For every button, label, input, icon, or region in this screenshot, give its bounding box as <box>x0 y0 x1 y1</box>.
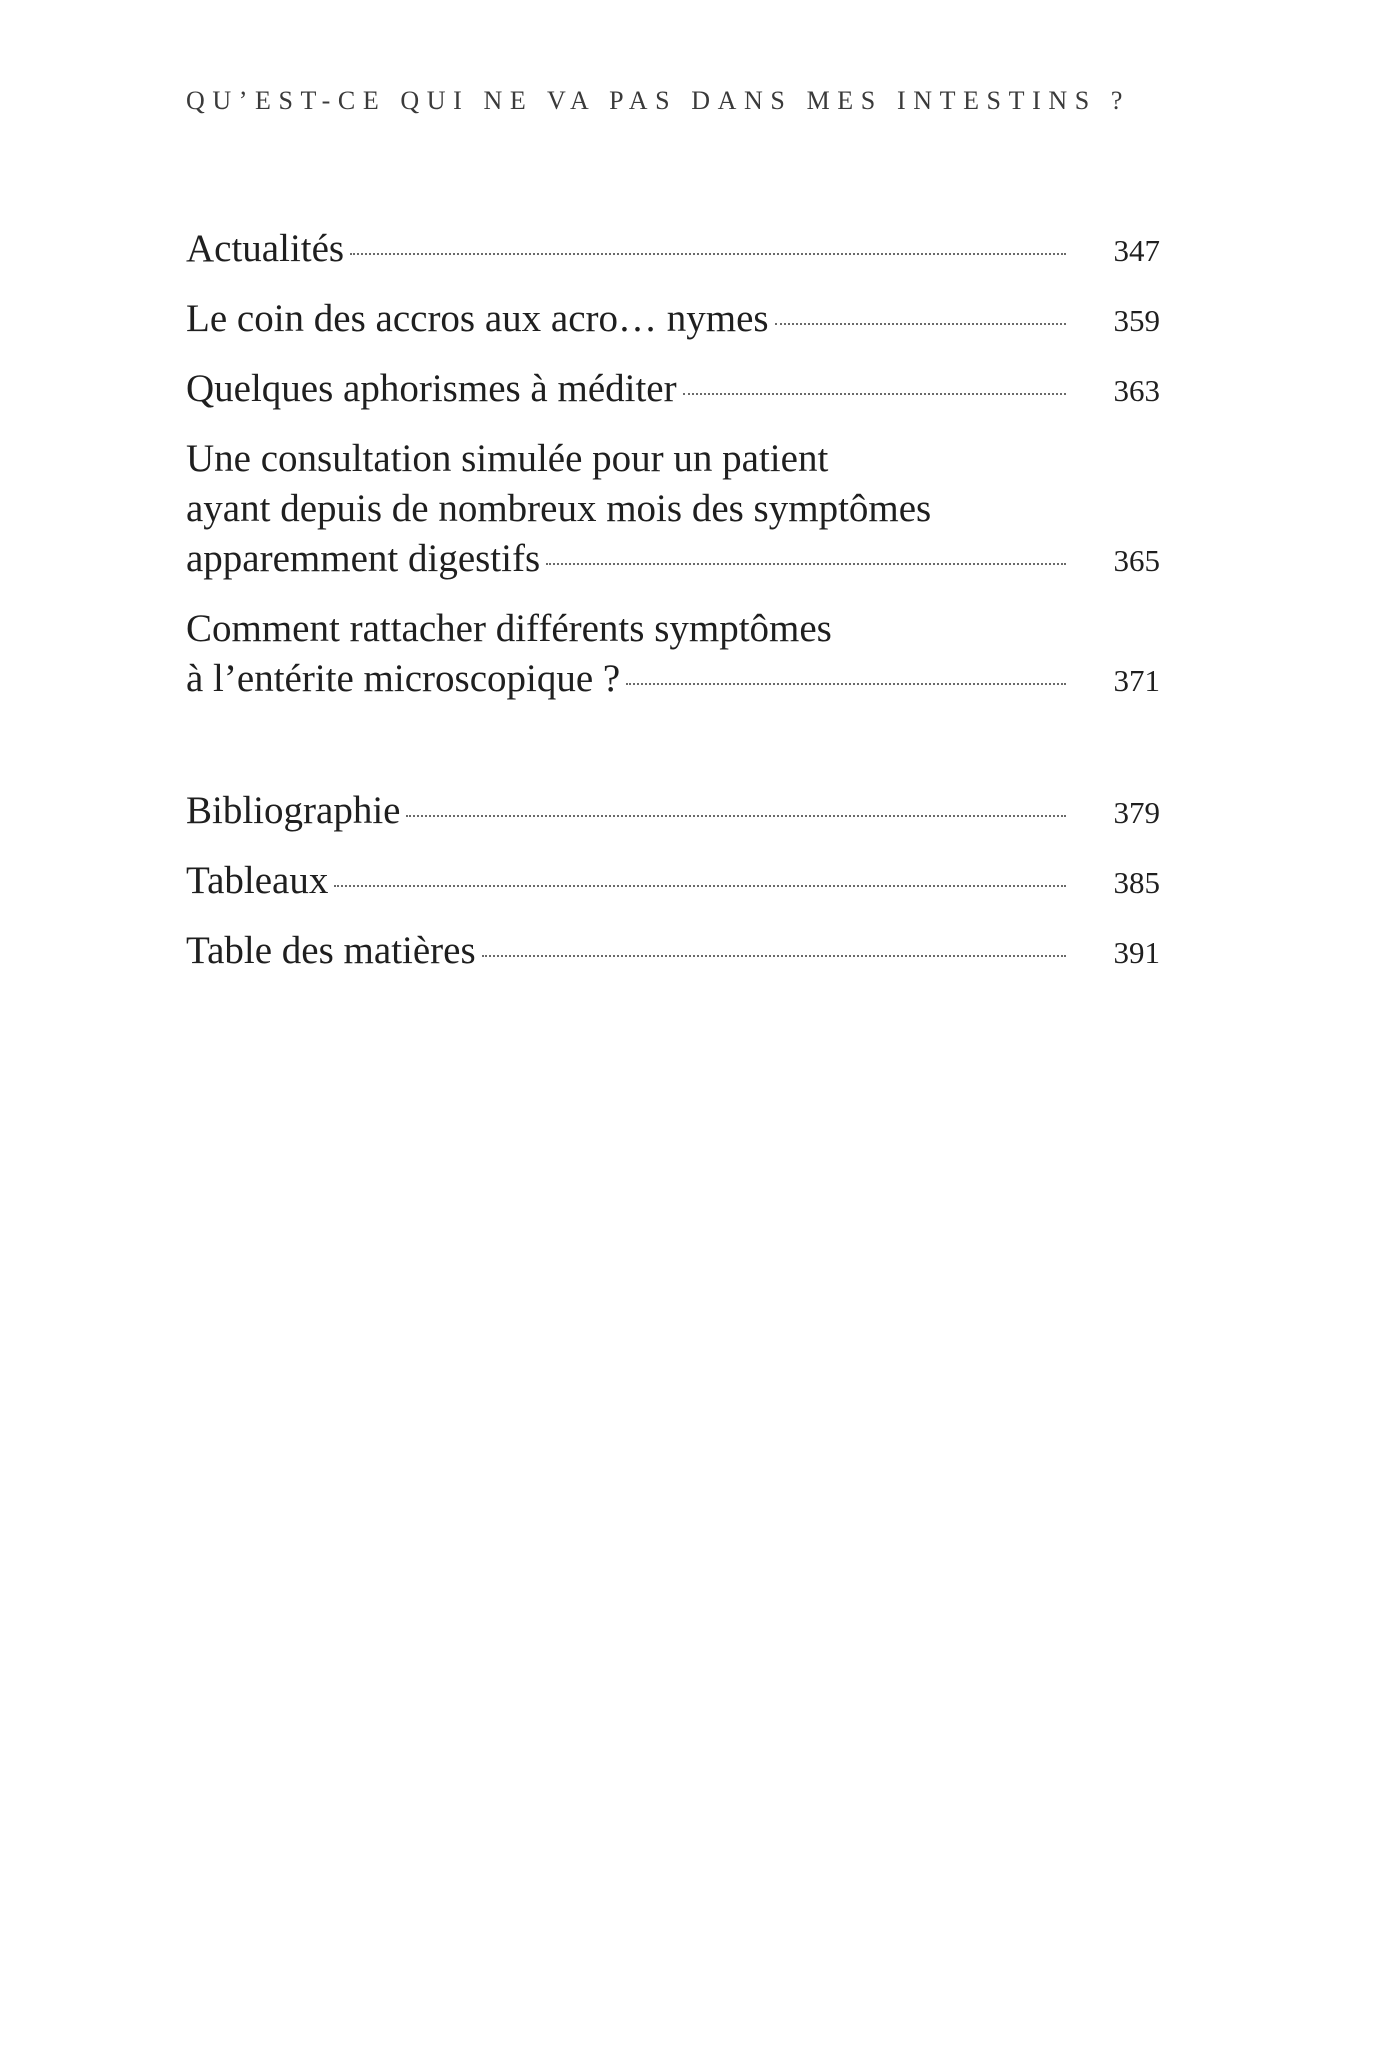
toc-entry-title: Actualités <box>186 227 345 270</box>
toc-entry-title-line: Comment rattacher différents symptômes <box>186 607 832 650</box>
dot-leader <box>406 815 1066 817</box>
toc-entry-aphorismes[interactable] <box>186 364 1160 416</box>
toc-entry-title: Tableaux <box>186 859 329 902</box>
table-of-contents <box>186 224 1160 978</box>
toc-entry-title: Bibliographie <box>186 789 401 832</box>
toc-page-number: 365 <box>1113 543 1160 578</box>
toc-entry-rattacher-symptomes[interactable] <box>186 604 1160 706</box>
toc-entry-title: Quelques aphorismes à méditer <box>186 367 677 410</box>
toc-entry-title-line: Une consultation simulée pour un patient <box>186 437 829 480</box>
toc-entry-consultation-simulee[interactable] <box>186 434 1160 586</box>
toc-entry-table-des-matieres[interactable] <box>186 926 1160 978</box>
toc-entry-actualites[interactable] <box>186 224 1160 276</box>
toc-entry-title: Le coin des accros aux acro… nymes <box>186 297 769 340</box>
toc-entry-bibliographie[interactable] <box>186 786 1160 838</box>
dot-leader <box>626 683 1066 685</box>
toc-page-number: 385 <box>1113 865 1160 900</box>
dot-leader <box>775 323 1066 325</box>
running-head: QU’EST-CE QUI NE VA PAS DANS MES INTESTINS ? <box>186 86 1131 115</box>
toc-entry-title-line: apparemment digestifs <box>186 537 541 580</box>
toc-page-number: 363 <box>1113 373 1160 408</box>
toc-page-number: 359 <box>1113 303 1160 338</box>
toc-entry-tableaux[interactable] <box>186 856 1160 908</box>
dot-leader <box>350 253 1066 255</box>
toc-entry-title-line: à l’entérite microscopique ? <box>186 657 621 700</box>
dot-leader <box>546 563 1066 565</box>
toc-page-number: 371 <box>1113 663 1160 698</box>
dot-leader <box>334 885 1066 887</box>
dot-leader <box>683 393 1066 395</box>
dot-leader <box>482 955 1066 957</box>
toc-page-number: 347 <box>1113 233 1160 268</box>
toc-entry-acronymes[interactable] <box>186 294 1160 346</box>
toc-entry-title: Table des matières <box>186 929 476 972</box>
toc-entry-title-line: ayant depuis de nombreux mois des symptômes <box>186 487 932 530</box>
toc-page-number: 379 <box>1113 795 1160 830</box>
toc-page-number: 391 <box>1113 935 1160 970</box>
